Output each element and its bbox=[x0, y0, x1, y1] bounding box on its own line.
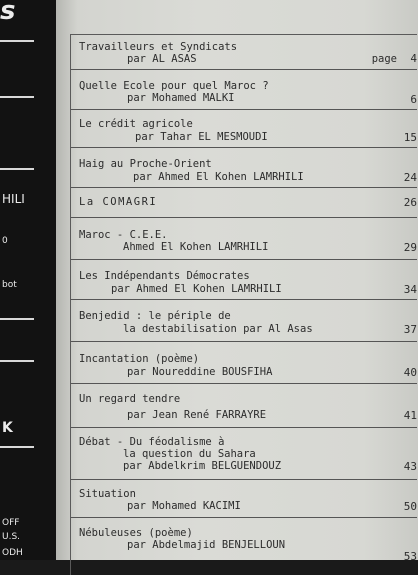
entry-title: Benjedid : le périple de bbox=[79, 310, 231, 322]
toc-entry bbox=[71, 147, 417, 188]
entry-title: Nébuleuses (poème) bbox=[79, 527, 193, 539]
entry-title-continued: la question du Sahara bbox=[123, 448, 256, 460]
toc-entry bbox=[71, 383, 417, 428]
entry-title: Quelle Ecole pour quel Maroc ? bbox=[79, 80, 269, 92]
entry-author: par Tahar EL MESMOUDI bbox=[135, 131, 268, 143]
page-number: 24 bbox=[403, 171, 417, 184]
margin-rule bbox=[0, 318, 34, 320]
toc-entry bbox=[71, 479, 417, 518]
entry-author: par AL ASAS bbox=[127, 53, 197, 65]
toc-entry bbox=[71, 299, 417, 342]
contents-page bbox=[56, 0, 418, 563]
entry-author: par Noureddine BOUSFIHA bbox=[127, 366, 273, 378]
toc-entry bbox=[71, 35, 417, 70]
toc-entry bbox=[71, 427, 417, 480]
entry-title: Les Indépendants Démocrates bbox=[79, 270, 250, 282]
page-number: 29 bbox=[403, 241, 417, 254]
margin-fragment: HILI bbox=[2, 192, 25, 206]
entry-title: Le crédit agricole bbox=[79, 118, 193, 130]
entry-title: La COMAGRI bbox=[79, 196, 158, 208]
page-number: 41 bbox=[403, 409, 417, 422]
margin-fragment: s bbox=[0, 0, 15, 26]
page-number: 4 bbox=[410, 52, 417, 65]
toc-entry bbox=[71, 259, 417, 300]
entry-title: Incantation (poème) bbox=[79, 353, 200, 365]
page-number: 50 bbox=[403, 500, 417, 513]
entry-author: par Ahmed El Kohen LAMRHILI bbox=[111, 283, 282, 295]
page-number: 40 bbox=[403, 366, 417, 379]
margin-rule bbox=[0, 40, 34, 42]
margin-fragment: bot bbox=[2, 280, 17, 290]
margin-fragment: K bbox=[2, 420, 13, 436]
margin-rule bbox=[0, 360, 34, 362]
margin-fragment: 0 bbox=[2, 236, 8, 246]
entry-title: Débat - Du féodalisme à bbox=[79, 436, 225, 448]
page-number: 15 bbox=[403, 131, 417, 144]
toc-entry bbox=[71, 109, 417, 148]
entry-title: Maroc - C.E.E. bbox=[79, 229, 168, 241]
margin-fragment: ODH bbox=[2, 548, 23, 558]
table-of-contents bbox=[70, 34, 417, 575]
margin-rule bbox=[0, 168, 34, 170]
toc-entry bbox=[71, 517, 417, 563]
margin-rule bbox=[0, 96, 34, 98]
entry-author: Ahmed El Kohen LAMRHILI bbox=[123, 241, 269, 253]
toc-entry bbox=[71, 217, 417, 260]
adjacent-page-strip bbox=[0, 0, 60, 560]
entry-author: par Mohamed MALKI bbox=[127, 92, 235, 104]
entry-author: par Abdelkrim BELGUENDOUZ bbox=[123, 460, 282, 472]
page-number: 6 bbox=[410, 93, 417, 106]
entry-title: Situation bbox=[79, 488, 136, 500]
margin-fragment: OFF bbox=[2, 518, 20, 528]
page-label: page bbox=[371, 53, 397, 65]
page-number: 34 bbox=[403, 283, 417, 296]
margin-fragment: U.S. bbox=[2, 532, 21, 542]
page-number: 43 bbox=[403, 460, 417, 473]
page-number: 53 bbox=[403, 550, 417, 563]
entry-author: par Jean René FARRAYRE bbox=[127, 409, 267, 421]
entry-title-continued: la destabilisation par Al Asas bbox=[123, 323, 313, 335]
entry-author: par Mohamed KACIMI bbox=[127, 500, 241, 512]
entry-title: Travailleurs et Syndicats bbox=[79, 41, 238, 53]
entry-title: Un regard tendre bbox=[79, 393, 181, 405]
page-number: 26 bbox=[403, 196, 417, 209]
margin-rule bbox=[0, 446, 34, 448]
toc-entry bbox=[71, 69, 417, 110]
toc-entry bbox=[71, 341, 417, 384]
page-number: 37 bbox=[403, 323, 417, 336]
entry-author: par Ahmed El Kohen LAMRHILI bbox=[133, 171, 304, 183]
entry-author: par Abdelmajid BENJELLOUN bbox=[127, 539, 286, 551]
toc-entry bbox=[71, 187, 417, 218]
entry-title: Haig au Proche-Orient bbox=[79, 158, 212, 170]
